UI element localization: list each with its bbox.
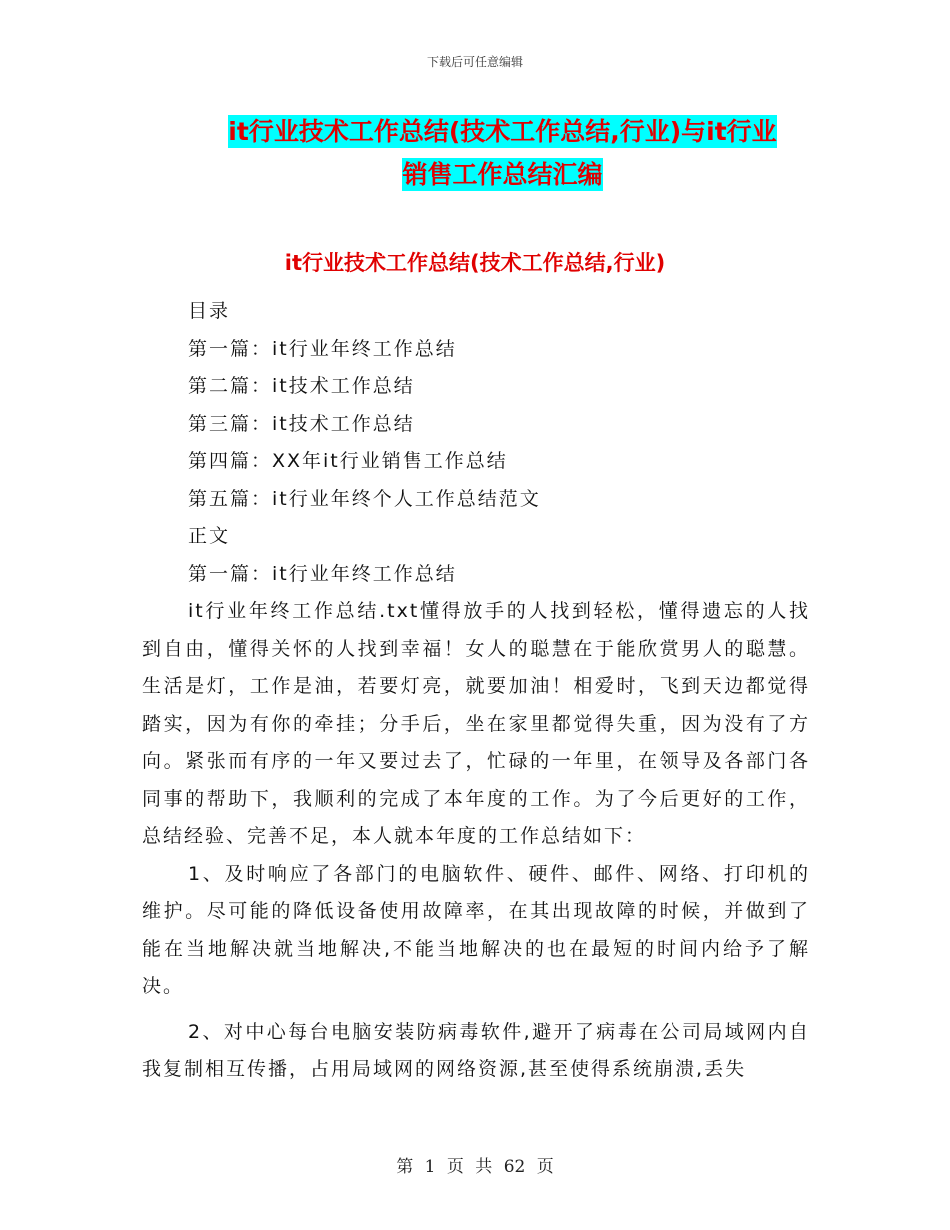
body-paragraph: it行业年终工作总结.txt懂得放手的人找到轻松，懂得遗忘的人找到自由，懂得关怀的人找到幸福！女人的聪慧在于能欣赏男人的聪慧。生活是灯，工作是油，若要灯亮，就要加油！相爱时，飞到天边都觉得踏实，因为有你的牵挂；分手后，坐在家里都觉得失重，因为没有了方向。紧张而有序的一年又要过去了，忙碌的一年里，在领导及各部门各同事的帮助下，我顺利的完成了本年度的工作。为了今后更好的工作，总结经验、完善不足，本人就本年度的工作总结如下：: [142, 600, 810, 847]
section-title: it行业技术工作总结(技术工作总结,行业): [284, 251, 666, 275]
chapter-heading: 第一篇：it行业年终工作总结: [188, 562, 457, 585]
document-title: [140, 110, 865, 196]
document-title-line-1: it行业技术工作总结(技术工作总结,行业)与it行业: [228, 117, 777, 146]
header-note: 下载后可任意编辑: [426, 55, 523, 69]
toc-item: 第五篇：it行业年终个人工作总结范文: [188, 487, 541, 510]
toc-item: 第二篇：it技术工作总结: [188, 375, 415, 397]
page-number: 第 1 页 共 62 页: [396, 1157, 554, 1177]
toc-item: 第三篇：it技术工作总结: [188, 412, 415, 435]
body-heading: 正文: [188, 525, 231, 547]
body-paragraph: 1、及时响应了各部门的电脑软件、硬件、邮件、网络、打印机的维护。尽可能的降低设备使用故障率，在其出现故障的时候，并做到了能在当地解决就当地解决,不能当地解决的也在最短的时间内给予了解决。: [142, 862, 810, 997]
document-body: [142, 293, 810, 1089]
toc-heading: 目录: [188, 300, 231, 322]
document-title-line-2: 销售工作总结汇编: [402, 160, 603, 189]
toc-item: 第四篇：XX年it行业销售工作总结: [188, 450, 508, 472]
toc-item: 第一篇：it行业年终工作总结: [188, 337, 457, 360]
body-paragraph: 2、对中心每台电脑安装防病毒软件,避开了病毒在公司局域网内自我复制相互传播，占用局域网的网络资源,甚至使得系统崩溃,丢失: [142, 1020, 810, 1080]
